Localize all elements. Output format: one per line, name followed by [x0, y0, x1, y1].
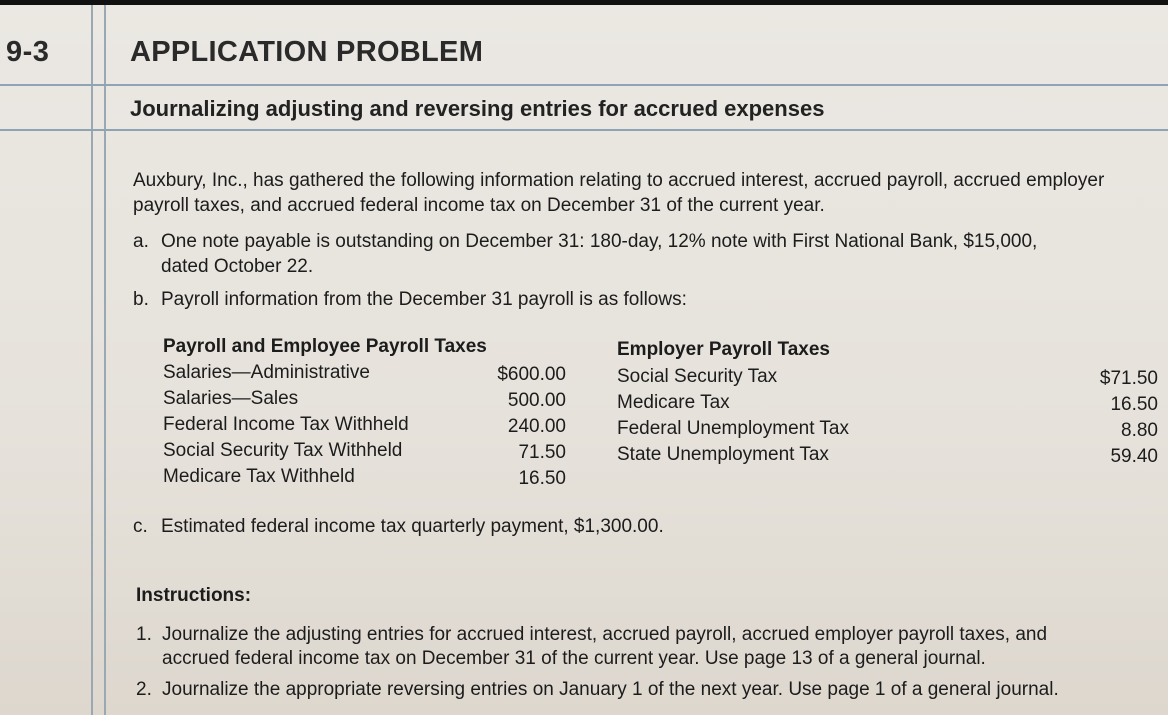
item-b-text: Payroll information from the December 31 payroll is as follows:	[161, 289, 687, 310]
payroll-row-amount: 500.00	[507, 390, 566, 411]
payroll-heading: Payroll and Employee Payroll Taxes	[163, 336, 487, 357]
item-b	[133, 287, 1143, 312]
employer-row-amount: 16.50	[1110, 394, 1158, 415]
item-c-label: c.	[133, 516, 148, 537]
payroll-row-amount: 71.50	[518, 442, 566, 463]
instruction-step-label: 2.	[136, 679, 152, 700]
item-a-line2: dated October 22.	[161, 256, 314, 277]
employer-heading: Employer Payroll Taxes	[617, 339, 830, 360]
item-c-text: Estimated federal income tax quarterly payment, $1,300.00.	[161, 516, 664, 537]
employer-row-amount: 8.80	[1121, 420, 1158, 441]
employer-row-label: State Unemployment Tax	[617, 444, 829, 465]
title-rule	[0, 84, 1168, 86]
employer-row-amount: $71.50	[1099, 368, 1158, 389]
intro-paragraph: Auxbury, Inc., has gathered the following information relating to accrued interest, accrued payroll, accrued employer payroll taxes, and accrued federal income tax on December 31 of the current year.	[133, 170, 1105, 216]
payroll-row-amount: 16.50	[518, 468, 566, 489]
instructions-heading: Instructions:	[136, 585, 252, 606]
item-b-label: b.	[133, 289, 149, 310]
employer-row-label: Medicare Tax	[617, 392, 730, 413]
page-subtitle: Journalizing adjusting and reversing entries for accrued expenses	[130, 96, 825, 121]
item-a-line1: One note payable is outstanding on December 31: 180-day, 12% note with First National Bank, $15,000,	[161, 231, 1038, 252]
payroll-row-label: Salaries—Sales	[163, 388, 299, 409]
instruction-step-line2: accrued federal income tax on December 31 of the current year. Use page 13 of a general journal.	[162, 648, 986, 669]
item-a-label: a.	[133, 231, 149, 252]
instruction-step-1	[136, 623, 1146, 671]
instruction-step-line1: Journalize the appropriate reversing entries on January 1 of the next year. Use page 1 of a general journal.	[162, 679, 1059, 700]
payroll-row-amount: 240.00	[507, 416, 566, 437]
margin-rule-left	[91, 5, 93, 715]
page-title: APPLICATION PROBLEM	[130, 36, 484, 68]
item-a	[133, 229, 1143, 279]
instruction-step-label: 1.	[136, 624, 152, 645]
payroll-row-label: Social Security Tax Withheld	[163, 440, 403, 461]
employer-row-label: Federal Unemployment Tax	[617, 418, 849, 439]
employer-row-label: Social Security Tax	[617, 366, 778, 387]
subtitle-rule	[0, 129, 1168, 131]
top-edge	[0, 0, 1168, 5]
instruction-step-2	[136, 678, 1146, 702]
payroll-row-amount: $600.00	[497, 364, 566, 385]
item-c	[133, 514, 1143, 539]
payroll-row-label: Federal Income Tax Withheld	[163, 414, 409, 435]
payroll-row-label: Medicare Tax Withheld	[163, 466, 355, 487]
payroll-row-label: Salaries—Administrative	[163, 362, 370, 383]
chapter-number: 9-3	[6, 36, 50, 68]
margin-rule-right	[104, 5, 106, 715]
employer-row-amount: 59.40	[1110, 446, 1158, 467]
instruction-step-line1: Journalize the adjusting entries for accrued interest, accrued payroll, accrued employer payroll taxes, and	[162, 624, 1048, 645]
